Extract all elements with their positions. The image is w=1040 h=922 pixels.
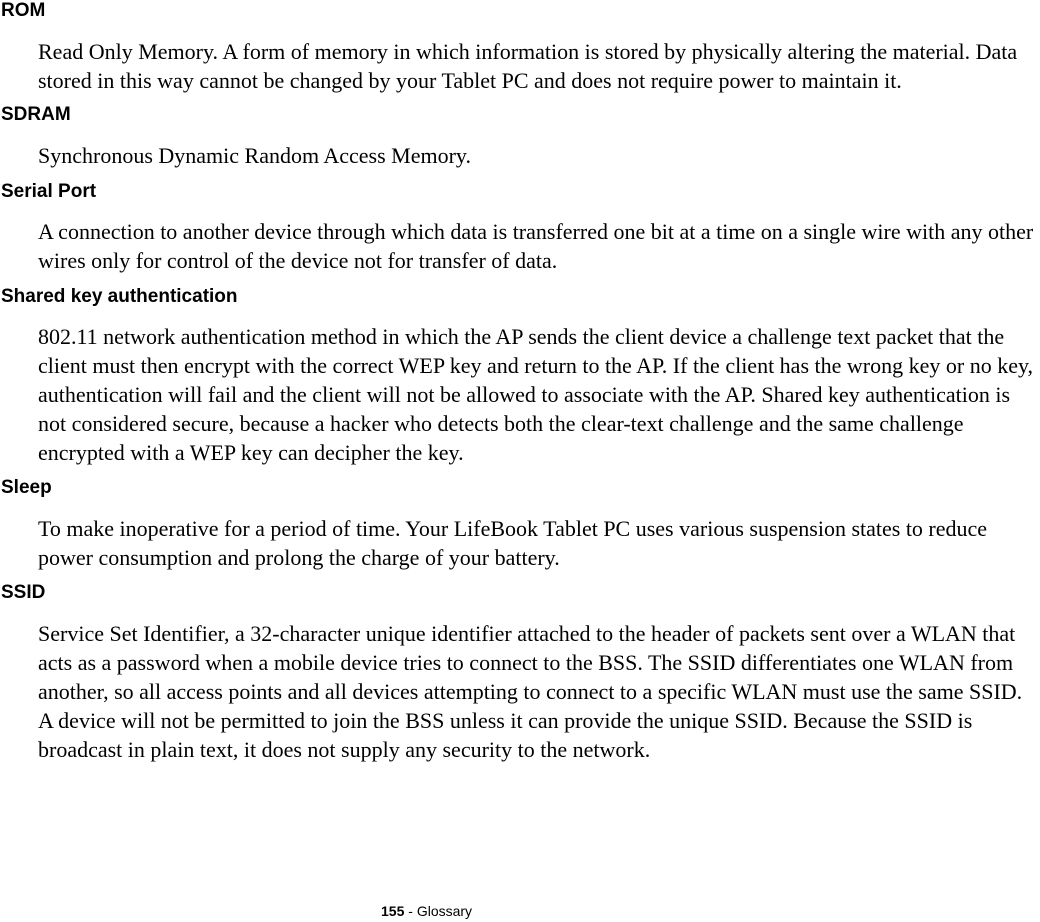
glossary-definition: 802.11 network authentication method in which the AP sends the client device a challenge text packet that the client must then encrypt with the correct WEP key and return to the AP. If the client has the wrong key or no key, authentication will fail and the client will not be allowed to associate with the AP. Shared key authentication is not considered secure, because a hacker who detects both the clear-text challenge and the same challenge encrypted with a WEP key can decipher the key. — [38, 324, 1034, 465]
glossary-term: Serial Port — [1, 181, 97, 202]
glossary-definition: Service Set Identifier, a 32-character unique identifier attached to the header of packets sent over a WLAN that acts as a password when a mobile device tries to connect to the BSS. The SSID differentiates one WLAN from another, so all access points and all devices attempting to connect to a specific WLAN must use the same SSID. A device will not be permitted to join the BSS unless it can provide the unique SSID. Because the SSID is broadcast in plain text, it does not supply any security to the network. — [38, 621, 1023, 762]
glossary-term: Shared key authentication — [1, 286, 238, 307]
footer-separator: - — [404, 903, 417, 919]
glossary-term: Sleep — [1, 477, 52, 498]
glossary-term: SDRAM — [1, 104, 71, 125]
glossary-definition: To make inoperative for a period of time. Your LifeBook Tablet PC uses various suspension states to reduce power consumption and prolong the charge of your battery. — [38, 516, 988, 570]
page-number: 155 — [381, 903, 405, 919]
footer-section-name: Glossary — [416, 903, 473, 919]
glossary-entry-sleep — [0, 477, 1040, 572]
glossary-term: SSID — [1, 582, 46, 603]
glossary-term: ROM — [1, 0, 46, 21]
page-footer — [381, 903, 472, 920]
glossary-entry-shared-key-authentication — [0, 286, 1040, 467]
glossary-entry-sdram — [0, 104, 1040, 170]
glossary-definition: A connection to another device through which data is transferred one bit at a time on a single wire with any other wires only for control of the device not for transfer of data. — [38, 219, 1034, 273]
glossary-entry-serial-port — [0, 181, 1040, 275]
glossary-entry-ssid — [0, 582, 1040, 764]
glossary-entry-rom — [0, 0, 1040, 95]
glossary-definition: Synchronous Dynamic Random Access Memory. — [38, 143, 472, 168]
glossary-definition: Read Only Memory. A form of memory in which information is stored by physically altering the material. Data stored in this way cannot be changed by your Tablet PC and does not require power to maintain it. — [38, 39, 1018, 93]
